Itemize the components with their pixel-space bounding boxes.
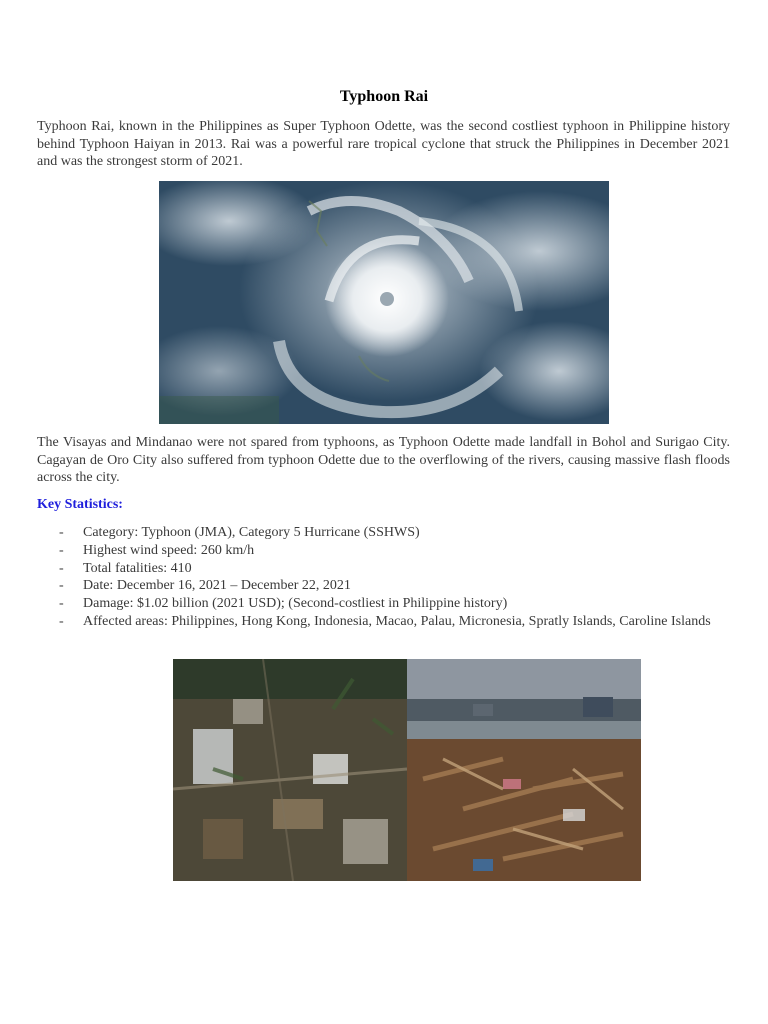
typhoon-damage-graphic — [173, 659, 641, 881]
satellite-image — [159, 181, 609, 424]
list-item: - Total fatalities: 410 — [59, 560, 192, 576]
list-item: - Date: December 16, 2021 – December 22, 2021 — [59, 578, 351, 594]
bullet-dash: - — [59, 596, 64, 612]
landfall-paragraph: The Visayas and Mindanao were not spared from typhoons, as Typhoon Odette made landfall in Bohol and Surigao City. Cagayan de Oro City also suffered from typhoon Odette due to the overflowing of the rivers, causing massive flash floods across the city. — [37, 435, 730, 485]
damage-photos — [173, 659, 641, 881]
bullet-dash: - — [59, 542, 64, 558]
bullet-dash: - — [59, 525, 64, 540]
key-statistics-heading: Key Statistics: — [37, 497, 123, 512]
key-statistics-list — [37, 524, 730, 631]
list-item: - Affected areas: Philippines, Hong Kong, Indonesia, Macao, Palau, Micronesia, Spratly Islands, Caroline Islands — [59, 613, 711, 629]
list-item: - Category: Typhoon (JMA), Category 5 Hurricane (SSHWS) — [59, 525, 420, 540]
page-title: Typhoon Rai — [339, 88, 429, 105]
bullet-dash: - — [59, 560, 64, 576]
bullet-dash: - — [59, 613, 64, 629]
list-item: - Damage: $1.02 billion (2021 USD); (Second-costliest in Philippine history) — [59, 596, 508, 612]
typhoon-satellite-graphic — [159, 181, 609, 424]
intro-paragraph: Typhoon Rai, known in the Philippines as Super Typhoon Odette, was the second costliest typhoon in Philippine history behind Typhoon Haiyan in 2013. Rai was a powerful rare tropical cyclone that struck the Philippines in December 2021 and was the strongest storm of 2021. — [37, 119, 730, 169]
list-item: - Highest wind speed: 260 km/h — [59, 542, 255, 558]
bullet-dash: - — [59, 578, 64, 594]
